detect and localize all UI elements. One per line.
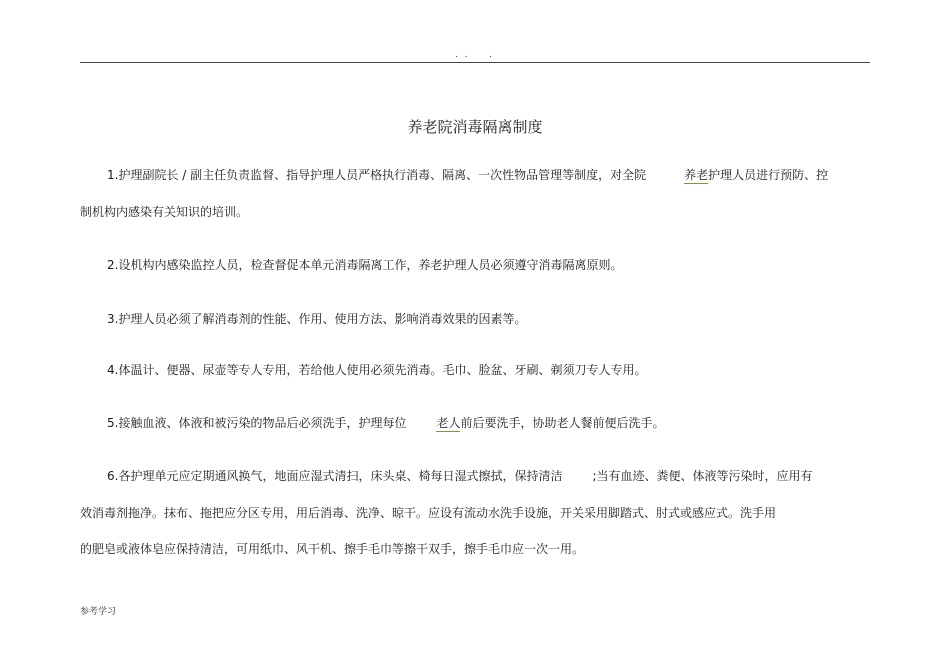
paragraph-6-text-b: ;当有血迹、粪便、体液等污染时，应用有 — [592, 469, 813, 483]
paragraph-6-line-1 — [107, 468, 813, 484]
paragraph-1-underlined: 养老 — [684, 168, 709, 182]
header-marks: . . . — [455, 50, 494, 60]
paragraph-5-underlined: 老人 — [436, 416, 461, 430]
paragraph-3: 3.护理人员必须了解消毒剂的性能、作用、使用方法、影响消毒效果的因素等。 — [107, 312, 527, 326]
paragraph-2: 2.设机构内感染监控人员，检查督促本单元消毒隔离工作，养老护理人员必须遵守消毒隔离原则。 — [107, 258, 623, 272]
paragraph-1-text-a: 1.护理副院长 / 副主任负责监督、指导护理人员严格执行消毒、隔离、一次性物品管理等制度，对全院 — [107, 168, 647, 182]
header-rule — [80, 62, 870, 63]
paragraph-6-line-3: 的肥皂或液体皂应保持清洁，可用纸巾、风干机、擦手毛巾等擦干双手，擦手毛巾应一次一用。 — [80, 542, 585, 556]
paragraph-1-line-2: 制机构内感染有关知识的培训。 — [80, 205, 249, 219]
paragraph-4: 4.体温计、便器、尿壶等专人专用，若给他人使用必须先消毒。毛巾、脸盆、牙刷、剃须刀专人专用。 — [107, 363, 647, 377]
paragraph-1-text-b: 护理人员进行预防、控 — [708, 168, 829, 182]
document-title: 养老院消毒隔离制度 — [407, 118, 543, 136]
paragraph-5-text-b: 前后要洗手，协助老人餐前便后洗手。 — [460, 416, 665, 430]
paragraph-5 — [107, 415, 664, 431]
paragraph-6-text-a: 6.各护理单元应定期通风换气，地面应湿式清扫，床头桌、椅每日湿式擦拭，保持清洁 — [107, 469, 563, 483]
paragraph-1-line-1 — [107, 167, 828, 183]
footer-label: 参考学习 — [80, 607, 117, 617]
paragraph-6-line-2: 效消毒剂拖净。抹布、拖把应分区专用，用后消毒、洗净、晾干。应设有流动水洗手设施，开关采用脚踏式、肘式或感应式。洗手用 — [80, 506, 777, 520]
paragraph-5-text-a: 5.接触血液、体液和被污染的物品后必须洗手，护理每位 — [107, 416, 407, 430]
